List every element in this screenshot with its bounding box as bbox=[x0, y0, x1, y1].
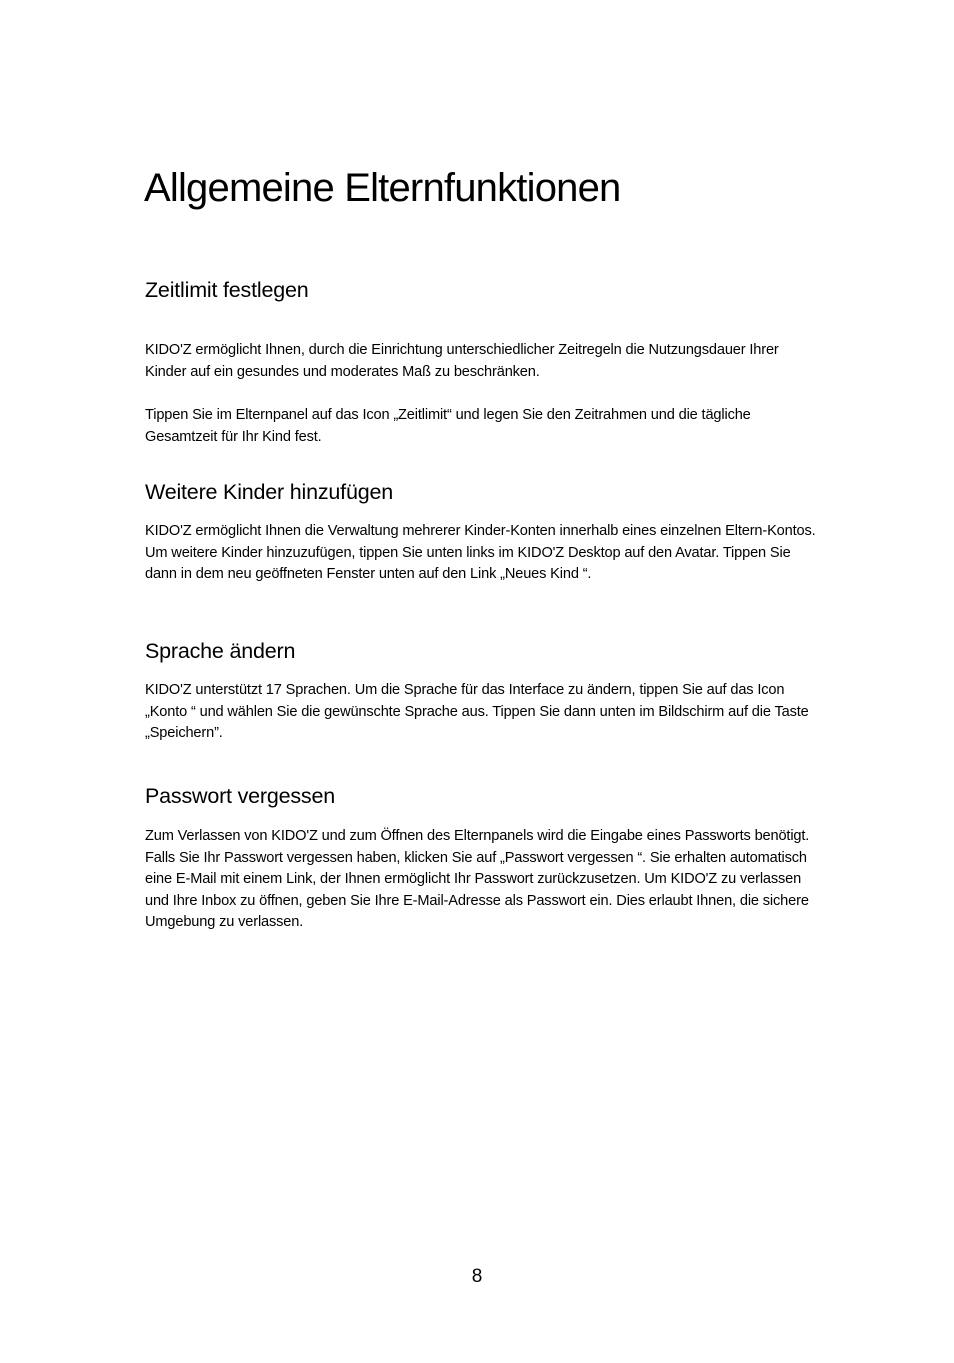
section-paragraph: KIDO'Z unterstützt 17 Sprachen. Um die Sprache für das Interface zu ändern, tippen Sie auf das Icon „Konto “ und wählen Sie die gewünschte Sprache aus. Tippen Sie dann unten im Bildschirm auf die Taste „Speichern”. bbox=[145, 682, 809, 741]
section-heading-sprache: Sprache ändern bbox=[145, 639, 296, 663]
section-heading-passwort: Passwort vergessen bbox=[145, 784, 335, 808]
section-paragraph: KIDO'Z ermöglicht Ihnen, durch die Einrichtung unterschiedlicher Zeitregeln die Nutzungsdauer Ihrer Kinder auf ein gesundes und moderates Maß zu beschränken. bbox=[145, 342, 779, 380]
page-number: 8 bbox=[471, 1266, 483, 1287]
page-title: Allgemeine Elternfunktionen bbox=[144, 166, 621, 210]
section-paragraph: KIDO'Z ermöglicht Ihnen die Verwaltung mehrerer Kinder-Konten innerhalb eines einzelnen Eltern-Kontos. Um weitere Kinder hinzuzufügen, tippen Sie unten links im KIDO'Z Desktop auf den Avatar. Tippen Sie dann in dem neu geöffneten Fenster unten auf den Link „Neues Kind “. bbox=[145, 523, 816, 582]
section-heading-weitere-kinder: Weitere Kinder hinzufügen bbox=[145, 480, 393, 504]
section-paragraph: Zum Verlassen von KIDO'Z und zum Öffnen des Elternpanels wird die Eingabe eines Passworts benötigt. Falls Sie Ihr Passwort vergessen haben, klicken Sie auf „Passwort vergessen “. Sie erhalten automatisch eine E-Mail mit einem Link, der Ihnen ermöglicht Ihr Passwort zurückzusetzen. Um KIDO'Z zu verlassen und Ihre Inbox zu öffnen, geben Sie Ihre E-Mail-Adresse als Passwort ein. Dies erlaubt Ihnen, die sichere Umgebung zu verlassen. bbox=[145, 828, 810, 930]
section-heading-zeitlimit: Zeitlimit festlegen bbox=[145, 278, 309, 302]
section-paragraph: Tippen Sie im Elternpanel auf das Icon „Zeitlimit“ und legen Sie den Zeitrahmen und die tägliche Gesamtzeit für Ihr Kind fest. bbox=[145, 407, 751, 445]
